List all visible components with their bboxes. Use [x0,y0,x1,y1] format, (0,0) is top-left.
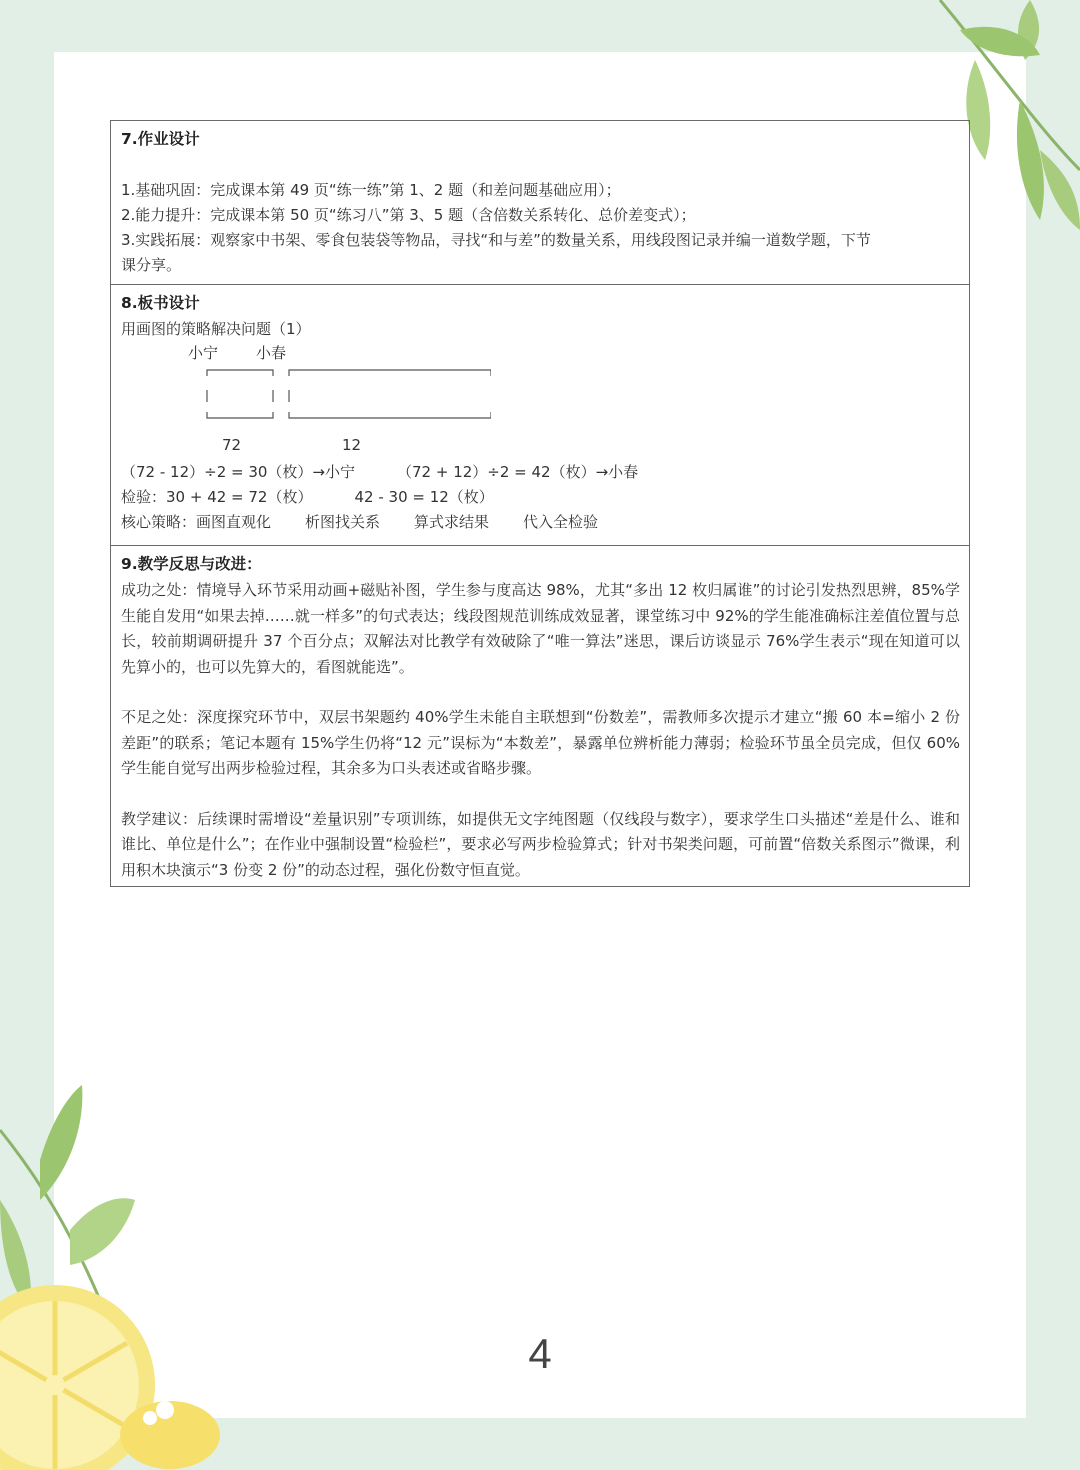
page-number: 4 [528,1330,552,1377]
reflection-section [111,545,969,886]
board-subtitle: 用画图的策略解决问题（1） [121,320,311,338]
label-xiaochun: 小春 [256,344,287,362]
check-difference: 42 - 30 = 12（枚） [354,488,494,506]
strategy-item: 代入全检验 [523,513,599,531]
total-label: 72 [222,436,242,454]
homework-item: 课分享。 [121,256,182,274]
reflection-shortcoming: 不足之处：深度探究环节中，双层书架题约 40%学生未能自主联想到“份数差”，需教师多次提示才建立“搬 60 本=缩小 2 份差距”的联系；笔记本题有 15%学生仍将“12 元”误标为“本数差”，暴露单位辨析能力薄弱；检验环节虽全员完成，但仅 60%学生能自觉写出两步检验过程，其余多为口头表述或省略步骤。 [121,708,960,777]
reflection-success: 成功之处：情境导入环节采用动画+磁贴补图，学生参与度高达 98%，尤其“多出 12 枚归属谁”的讨论引发热烈思辨，85%学生能自发用“如果去掉……就一样多”的句式表达；线段图规范训练成效显著，课堂练习中 92%的学生能准确标注差值位置与总长，较前期调研提升 37 个百分点；双解法对比教学有效破除了“唯一算法”迷思，课后访谈显示 76%学生表示“现在知道可以先算小的，也可以先算大的，看图就能选”。 [121,581,960,676]
solution-row [121,460,960,485]
strategy-row [121,510,960,535]
homework-title: 7.作业设计 [121,130,200,148]
check-row [121,485,960,510]
formula-xiaochun: （72 + 12）÷2 = 42（枚）→小春 [397,463,639,481]
formula-xiaoning: （72 - 12）÷2 = 30（枚）→小宁 [121,463,355,481]
homework-item: 3.实践拓展：观察家中书架、零食包装袋等物品，寻找“和与差”的数量关系，用线段图记录并编一道数学题，下节 [121,231,871,249]
strategy-item: 算式求结果 [414,513,490,531]
homework-section [111,121,969,284]
check-sum: 检验：30 + 42 = 72（枚） [121,488,313,506]
reflection-suggestion: 教学建议：后续课时需增设“差量识别”专项训练，如提供无文字纯图题（仅线段与数字），要求学生口头描述“差是什么、谁和谁比、单位是什么”；在作业中强制设置“检验栏”，要求必写两步检验算式；针对书架类问题，可前置“倍数关系图示”微课，利用积木块演示“3 份变 2 份”的动态过程，强化份数守恒直觉。 [121,809,960,879]
homework-item: 1.基础巩固：完成课本第 49 页“练一练”第 1、2 题（和差问题基础应用）； [121,181,621,199]
lesson-plan-table [110,120,970,887]
line-segment-diagram [121,342,960,460]
segment-brackets [191,366,491,426]
reflection-title: 9.教学反思与改进： [121,555,262,573]
strategy-label: 核心策略：画图直观化 [121,513,272,531]
homework-item: 2.能力提升：完成课本第 50 页“练习八”第 3、5 题（含倍数关系转化、总价差变式）； [121,206,696,224]
label-xiaoning: 小宁 [188,344,219,362]
board-title: 8.板书设计 [121,294,200,312]
strategy-item: 析图找关系 [305,513,381,531]
board-design-section [111,284,969,545]
difference-label: 12 [342,436,362,454]
